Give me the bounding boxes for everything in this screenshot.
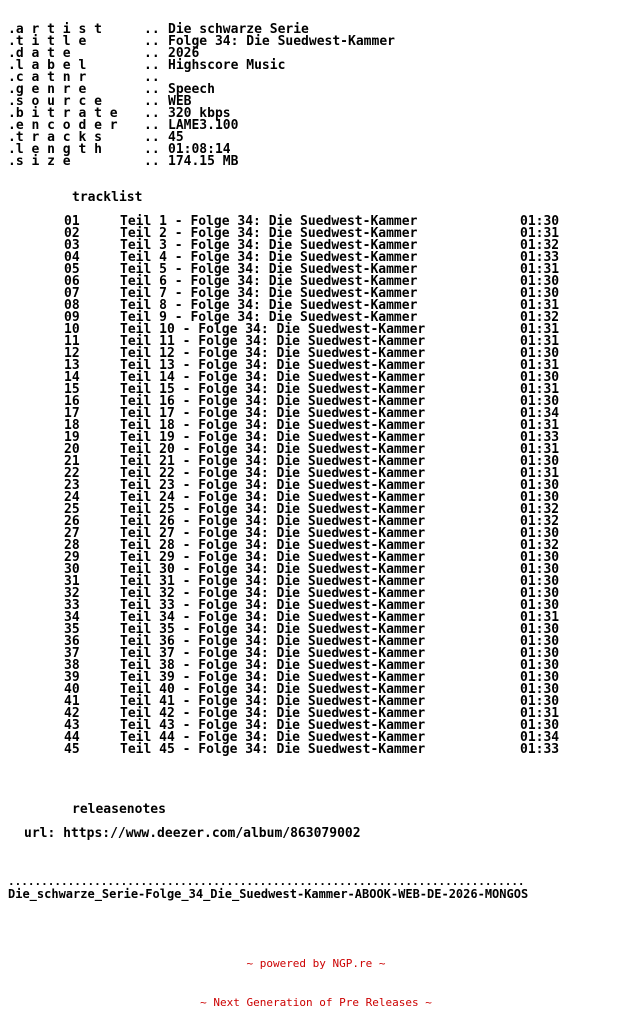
release-url: url: https://www.deezer.com/album/863079002: [24, 826, 361, 841]
track-number: 40: [64, 682, 80, 697]
track-title: Teil 33 - Folge 34: Die Suedwest-Kammer: [120, 598, 426, 613]
header-value: 01:08:14: [168, 142, 231, 157]
track-duration: 01:31: [520, 418, 560, 433]
header-value: 320 kbps: [168, 106, 231, 121]
header-key: .c a t n r: [8, 70, 87, 85]
track-duration: 01:33: [520, 250, 560, 265]
track-title: Teil 28 - Folge 34: Die Suedwest-Kammer: [120, 538, 426, 553]
track-title: Teil 19 - Folge 34: Die Suedwest-Kammer: [120, 430, 426, 445]
track-duration: 01:30: [520, 370, 560, 385]
header-value: LAME3.100: [168, 118, 239, 133]
track-number: 35: [64, 622, 80, 637]
header-separator: ..: [144, 46, 160, 61]
header-separator: ..: [144, 142, 160, 157]
track-number: 31: [64, 574, 80, 589]
track-title: Teil 34 - Folge 34: Die Suedwest-Kammer: [120, 610, 426, 625]
track-title: Teil 5 - Folge 34: Die Suedwest-Kammer: [120, 262, 418, 277]
header-key: .l e n g t h: [8, 142, 102, 157]
track-number: 20: [64, 442, 80, 457]
track-number: 28: [64, 538, 80, 553]
tracklist-heading: tracklist: [72, 190, 143, 205]
track-duration: 01:30: [520, 454, 560, 469]
track-duration: 01:31: [520, 334, 560, 349]
track-duration: 01:32: [520, 514, 560, 529]
track-duration: 01:30: [520, 622, 560, 637]
track-number: 02: [64, 226, 80, 241]
track-duration: 01:30: [520, 586, 560, 601]
track-duration: 01:33: [520, 742, 560, 757]
header-key: .l a b e l: [8, 58, 87, 73]
track-duration: 01:31: [520, 226, 560, 241]
header-value: Speech: [168, 82, 215, 97]
footer-powered-by: ~ powered by NGP.re ~: [246, 957, 386, 970]
track-number: 29: [64, 550, 80, 565]
track-number: 05: [64, 262, 80, 277]
track-duration: 01:30: [520, 598, 560, 613]
track-number: 38: [64, 658, 80, 673]
track-duration: 01:31: [520, 610, 560, 625]
track-title: Teil 30 - Folge 34: Die Suedwest-Kammer: [120, 562, 426, 577]
track-duration: 01:31: [520, 706, 560, 721]
track-number: 18: [64, 418, 80, 433]
track-title: Teil 15 - Folge 34: Die Suedwest-Kammer: [120, 382, 426, 397]
track-duration: 01:32: [520, 538, 560, 553]
track-duration: 01:30: [520, 394, 560, 409]
track-title: Teil 37 - Folge 34: Die Suedwest-Kammer: [120, 646, 426, 661]
track-number: 11: [64, 334, 80, 349]
track-title: Teil 9 - Folge 34: Die Suedwest-Kammer: [120, 310, 418, 325]
track-number: 12: [64, 346, 80, 361]
track-duration: 01:31: [520, 298, 560, 313]
track-title: Teil 22 - Folge 34: Die Suedwest-Kammer: [120, 466, 426, 481]
track-title: Teil 2 - Folge 34: Die Suedwest-Kammer: [120, 226, 418, 241]
header-key: .g e n r e: [8, 82, 87, 97]
header-separator: ..: [144, 130, 160, 145]
track-title: Teil 45 - Folge 34: Die Suedwest-Kammer: [120, 742, 426, 757]
header-key: .s i z e: [8, 154, 71, 169]
track-title: Teil 23 - Folge 34: Die Suedwest-Kammer: [120, 478, 426, 493]
track-title: Teil 14 - Folge 34: Die Suedwest-Kammer: [120, 370, 426, 385]
track-duration: 01:30: [520, 646, 560, 661]
header-key: .d a t e: [8, 46, 71, 61]
track-number: 17: [64, 406, 80, 421]
header-key: .a r t i s t: [8, 22, 102, 37]
header-key: .e n c o d e r: [8, 118, 118, 133]
track-title: Teil 26 - Folge 34: Die Suedwest-Kammer: [120, 514, 426, 529]
track-duration: 01:30: [520, 346, 560, 361]
header-separator: ..: [144, 154, 160, 169]
track-duration: 01:30: [520, 274, 560, 289]
track-number: 34: [64, 610, 80, 625]
track-number: 16: [64, 394, 80, 409]
header-value: Die schwarze Serie: [168, 22, 309, 37]
track-number: 44: [64, 730, 80, 745]
track-number: 21: [64, 454, 80, 469]
track-title: Teil 25 - Folge 34: Die Suedwest-Kammer: [120, 502, 426, 517]
track-title: Teil 35 - Folge 34: Die Suedwest-Kammer: [120, 622, 426, 637]
header-separator: ..: [144, 118, 160, 133]
footer-tagline: ~ Next Generation of Pre Releases ~: [200, 996, 432, 1009]
track-number: 24: [64, 490, 80, 505]
track-title: Teil 3 - Folge 34: Die Suedwest-Kammer: [120, 238, 418, 253]
track-duration: 01:31: [520, 322, 560, 337]
track-duration: 01:30: [520, 694, 560, 709]
track-duration: 01:31: [520, 382, 560, 397]
track-title: Teil 42 - Folge 34: Die Suedwest-Kammer: [120, 706, 426, 721]
track-title: Teil 13 - Folge 34: Die Suedwest-Kammer: [120, 358, 426, 373]
release-info-header: [8, 24, 395, 168]
track-title: Teil 20 - Folge 34: Die Suedwest-Kammer: [120, 442, 426, 457]
track-number: 09: [64, 310, 80, 325]
header-separator: ..: [144, 94, 160, 109]
header-row: [8, 156, 395, 168]
header-separator: ..: [144, 70, 160, 85]
track-number: 07: [64, 286, 80, 301]
track-duration: 01:30: [520, 562, 560, 577]
track-title: Teil 41 - Folge 34: Die Suedwest-Kammer: [120, 694, 426, 709]
track-title: Teil 40 - Folge 34: Die Suedwest-Kammer: [120, 682, 426, 697]
track-number: 27: [64, 526, 80, 541]
tracklist: [0, 216, 632, 756]
track-title: Teil 8 - Folge 34: Die Suedwest-Kammer: [120, 298, 418, 313]
track-number: 10: [64, 322, 80, 337]
track-title: Teil 18 - Folge 34: Die Suedwest-Kammer: [120, 418, 426, 433]
track-number: 36: [64, 634, 80, 649]
track-number: 04: [64, 250, 80, 265]
track-row: [0, 744, 632, 756]
header-value: 2026: [168, 46, 200, 61]
header-separator: ..: [144, 106, 160, 121]
header-separator: ..: [144, 82, 160, 97]
header-value: Folge 34: Die Suedwest-Kammer: [168, 34, 395, 49]
track-duration: 01:30: [520, 634, 560, 649]
header-value: 45: [168, 130, 184, 145]
header-value: Highscore Music: [168, 58, 286, 73]
track-number: 14: [64, 370, 80, 385]
track-title: Teil 27 - Folge 34: Die Suedwest-Kammer: [120, 526, 426, 541]
header-key: .t i t l e: [8, 34, 87, 49]
track-title: Teil 43 - Folge 34: Die Suedwest-Kammer: [120, 718, 426, 733]
track-duration: 01:30: [520, 526, 560, 541]
track-duration: 01:32: [520, 502, 560, 517]
track-number: 39: [64, 670, 80, 685]
track-duration: 01:30: [520, 670, 560, 685]
track-number: 22: [64, 466, 80, 481]
track-number: 32: [64, 586, 80, 601]
track-duration: 01:30: [520, 682, 560, 697]
track-duration: 01:31: [520, 466, 560, 481]
track-duration: 01:32: [520, 238, 560, 253]
track-duration: 01:30: [520, 658, 560, 673]
track-duration: 01:31: [520, 262, 560, 277]
track-title: Teil 38 - Folge 34: Die Suedwest-Kammer: [120, 658, 426, 673]
track-title: Teil 12 - Folge 34: Die Suedwest-Kammer: [120, 346, 426, 361]
track-duration: 01:30: [520, 490, 560, 505]
track-duration: 01:30: [520, 214, 560, 229]
header-key: .t r a c k s: [8, 130, 102, 145]
track-number: 43: [64, 718, 80, 733]
track-title: Teil 21 - Folge 34: Die Suedwest-Kammer: [120, 454, 426, 469]
track-number: 23: [64, 478, 80, 493]
track-duration: 01:33: [520, 430, 560, 445]
track-number: 01: [64, 214, 80, 229]
track-duration: 01:30: [520, 550, 560, 565]
track-title: Teil 32 - Folge 34: Die Suedwest-Kammer: [120, 586, 426, 601]
track-number: 26: [64, 514, 80, 529]
track-title: Teil 31 - Folge 34: Die Suedwest-Kammer: [120, 574, 426, 589]
track-number: 13: [64, 358, 80, 373]
track-number: 42: [64, 706, 80, 721]
track-title: Teil 39 - Folge 34: Die Suedwest-Kammer: [120, 670, 426, 685]
track-title: Teil 36 - Folge 34: Die Suedwest-Kammer: [120, 634, 426, 649]
track-duration: 01:31: [520, 358, 560, 373]
header-separator: ..: [144, 58, 160, 73]
track-title: Teil 6 - Folge 34: Die Suedwest-Kammer: [120, 274, 418, 289]
track-duration: 01:34: [520, 730, 560, 745]
track-duration: 01:32: [520, 310, 560, 325]
track-title: Teil 44 - Folge 34: Die Suedwest-Kammer: [120, 730, 426, 745]
track-number: 41: [64, 694, 80, 709]
track-number: 19: [64, 430, 80, 445]
track-number: 06: [64, 274, 80, 289]
header-separator: ..: [144, 22, 160, 37]
footer: [0, 932, 632, 1022]
track-duration: 01:30: [520, 574, 560, 589]
track-number: 15: [64, 382, 80, 397]
track-title: Teil 10 - Folge 34: Die Suedwest-Kammer: [120, 322, 426, 337]
release-name: Die_schwarze_Serie-Folge_34_Die_Suedwest-Kammer-ABOOK-WEB-DE-2026-MONGOS: [8, 887, 529, 901]
track-number: 30: [64, 562, 80, 577]
track-duration: 01:34: [520, 406, 560, 421]
track-title: Teil 11 - Folge 34: Die Suedwest-Kammer: [120, 334, 426, 349]
track-duration: 01:31: [520, 442, 560, 457]
header-value: WEB: [168, 94, 192, 109]
track-duration: 01:30: [520, 718, 560, 733]
track-number: 03: [64, 238, 80, 253]
track-title: Teil 4 - Folge 34: Die Suedwest-Kammer: [120, 250, 418, 265]
track-duration: 01:30: [520, 286, 560, 301]
header-value: 174.15 MB: [168, 154, 239, 169]
track-number: 08: [64, 298, 80, 313]
track-title: Teil 1 - Folge 34: Die Suedwest-Kammer: [120, 214, 418, 229]
track-number: 33: [64, 598, 80, 613]
track-number: 37: [64, 646, 80, 661]
releasenotes-heading: releasenotes: [72, 802, 166, 817]
track-title: Teil 29 - Folge 34: Die Suedwest-Kammer: [120, 550, 426, 565]
track-number: 45: [64, 742, 80, 757]
header-key: .b i t r a t e: [8, 106, 118, 121]
track-title: Teil 7 - Folge 34: Die Suedwest-Kammer: [120, 286, 418, 301]
header-separator: ..: [144, 34, 160, 49]
header-key: .s o u r c e: [8, 94, 102, 109]
track-title: Teil 24 - Folge 34: Die Suedwest-Kammer: [120, 490, 426, 505]
track-title: Teil 17 - Folge 34: Die Suedwest-Kammer: [120, 406, 426, 421]
track-duration: 01:30: [520, 478, 560, 493]
track-title: Teil 16 - Folge 34: Die Suedwest-Kammer: [120, 394, 426, 409]
divider-dots: ..............................................................................: [8, 875, 525, 888]
track-number: 25: [64, 502, 80, 517]
